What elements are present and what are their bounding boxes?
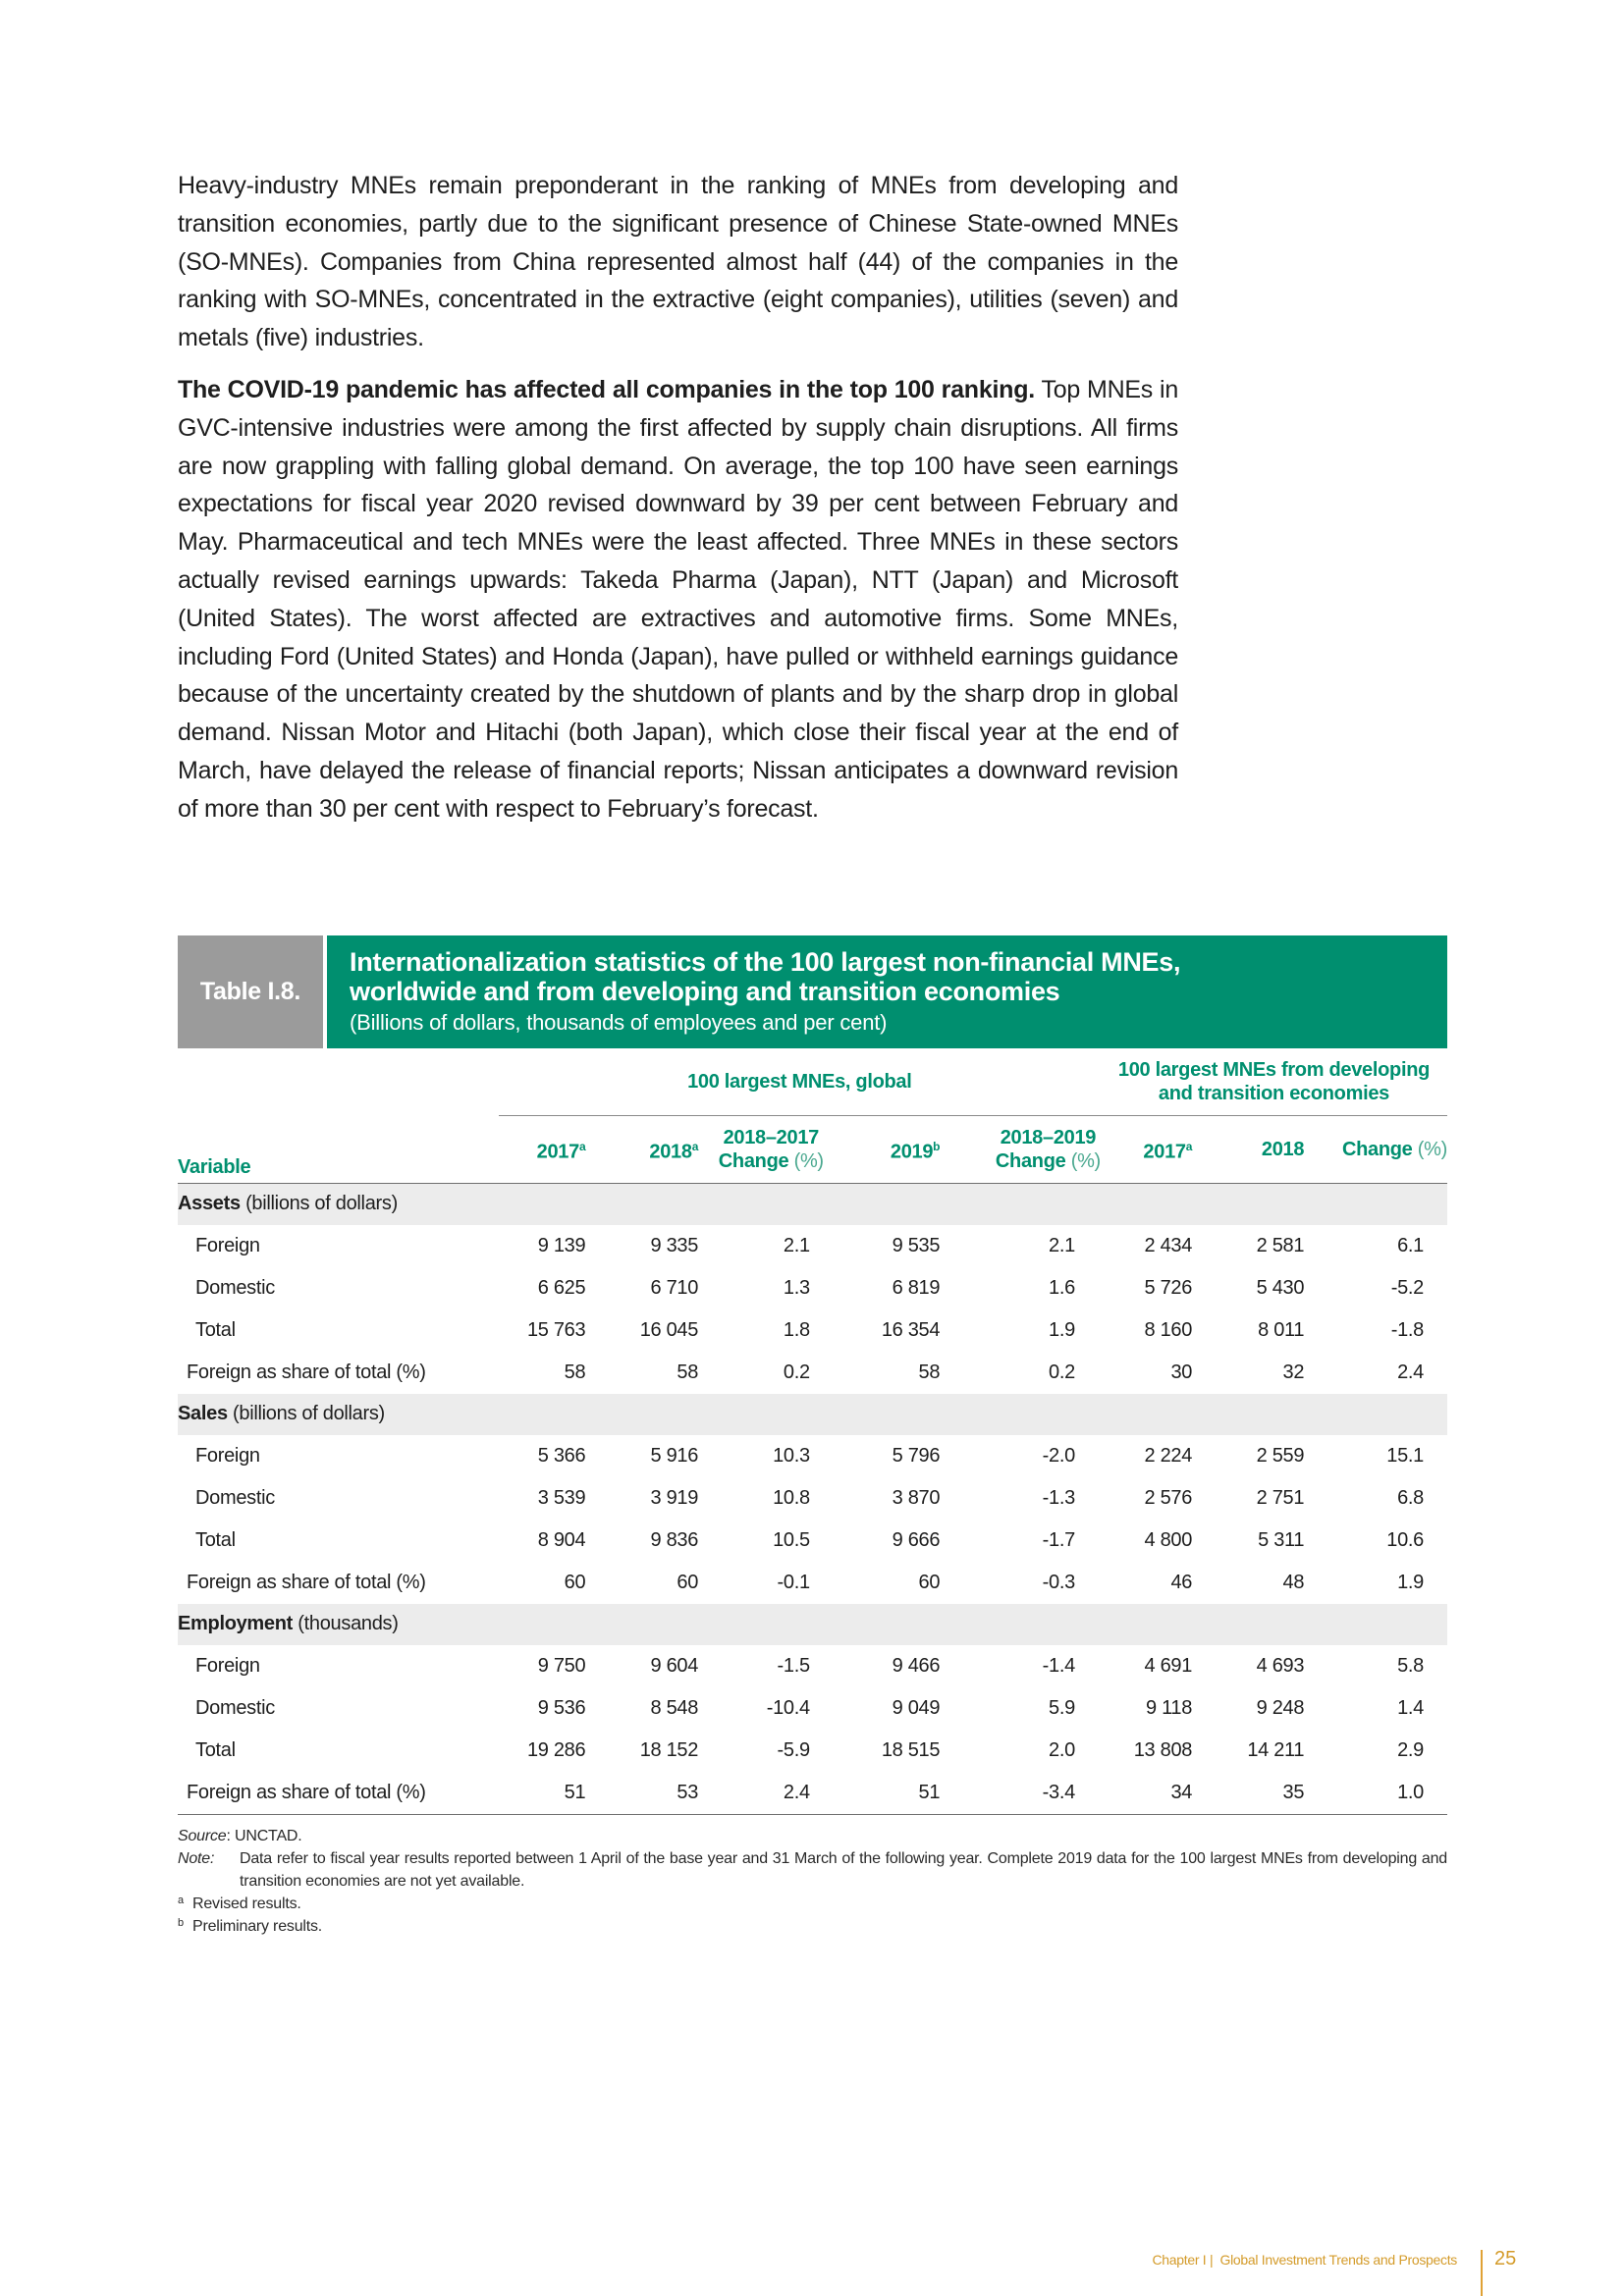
table-cell: -2.0 xyxy=(1042,1444,1075,1467)
group-global-header: 100 largest MNEs, global xyxy=(499,1048,1101,1116)
table-cell: -1.3 xyxy=(1042,1486,1075,1509)
table-cell: 2 224 xyxy=(1144,1444,1193,1467)
table-cell: 18 152 xyxy=(639,1738,699,1761)
col-2019: 2019$^b$ xyxy=(824,1116,940,1184)
table-cell: 1.6 xyxy=(1049,1276,1075,1299)
table-cell: 51 xyxy=(499,1772,586,1815)
table-cell: 1.4 xyxy=(1397,1696,1424,1719)
section-unit: (billions of dollars) xyxy=(245,1193,398,1214)
table-cell: 58 xyxy=(918,1361,941,1383)
paragraph-1: Heavy-industry MNEs remain preponderant in the ranking of MNEs from developing and transition economies, partly due to the significant presence of Chinese State-owned MNEs (SO-MNEs). Companies from China represented almost half (44) of the companies in the ranking with SO-MNEs, concentrated in the extractive (eight companies), utilities (seven) and metals (five) industries. xyxy=(178,172,1178,352)
table-cell: -5.9 xyxy=(777,1738,810,1761)
row-label: Foreign xyxy=(195,1654,260,1677)
table-row xyxy=(178,1309,1447,1352)
row-label: Total xyxy=(195,1738,236,1761)
paragraph-2-body: Top MNEs in GVC-intensive industries were among the first affected by supply chain disruptions. All firms are now grappling with falling global demand. On average, the top 100 have seen earnings expectations for fiscal year 2020 revised downward by 39 per cent between February and May. Pharmaceutical and tech MNEs were the least affected. Three MNEs in these sectors actually revised earnings upwards: Takeda Pharma (Japan), NTT (Japan) and Microsoft (United States). The worst affected are extractives and automotive firms. Some MNEs, including Ford (United States) and Honda (Japan), have pulled or withheld earnings guidance because of the uncertainty created by the shutdown of plants and by the sharp drop in global demand. Nissan Motor and Hitachi (both Japan), which close their fiscal year at the end of March, have delayed the release of financial reports; Nissan anticipates a downward revision of more than 30 per cent with respect to February’s forecast. xyxy=(178,375,1178,823)
table-cell: 2 576 xyxy=(1144,1486,1193,1509)
table-body xyxy=(178,1183,1447,1814)
section-name: Assets xyxy=(178,1193,241,1214)
table-cell: 9 750 xyxy=(537,1654,586,1677)
table-cell: 2 581 xyxy=(1256,1234,1305,1256)
table-cell: 3 919 xyxy=(650,1486,699,1509)
table-cell: 2.4 xyxy=(698,1772,824,1815)
section-unit: (thousands) xyxy=(298,1613,399,1634)
table-cell: 9 536 xyxy=(537,1696,586,1719)
table-cell: 2.1 xyxy=(783,1234,810,1256)
column-header-row xyxy=(178,1116,1447,1184)
row-label: Domestic xyxy=(195,1486,275,1509)
table-cell: 1.3 xyxy=(783,1276,810,1299)
row-label: Foreign xyxy=(195,1444,260,1467)
table-cell: 48 xyxy=(1282,1571,1305,1593)
page-footer xyxy=(1080,2250,1522,2296)
group-header-row xyxy=(178,1048,1447,1116)
table-cell: 1.9 xyxy=(1397,1571,1424,1593)
table-note: Note: Data refer to fiscal year results reported between 1 April of the base year and 31 March of the following year. Complete 2019 data for the 100 largest MNEs from developing and transition economies are not yet available. xyxy=(178,1849,1447,1890)
col-dev-2018: 2018 xyxy=(1192,1116,1304,1184)
table-block xyxy=(178,935,1447,1938)
table-cell: 58 xyxy=(677,1361,699,1383)
row-label: Foreign xyxy=(195,1234,260,1256)
footnotes xyxy=(178,1825,1447,1938)
footer-chapter: Chapter I | Global Investment Trends and Prospects xyxy=(1152,2252,1457,2268)
table-cell: 60 xyxy=(918,1571,941,1593)
body-text xyxy=(178,167,1178,842)
section-unit: (billions of dollars) xyxy=(233,1403,385,1424)
table-cell: 8 904 xyxy=(537,1528,586,1551)
table-subtitle: (Billions of dollars, thousands of employees and per cent) xyxy=(350,1010,888,1035)
table-cell: 9 118 xyxy=(1146,1696,1193,1719)
table-cell: 5 311 xyxy=(1258,1528,1305,1551)
table-cell: 5 366 xyxy=(537,1444,586,1467)
table-row xyxy=(178,1477,1447,1520)
section-name: Sales xyxy=(178,1403,228,1424)
table-row xyxy=(178,1645,1447,1687)
paragraph-2 xyxy=(178,371,1178,828)
table-cell: -1.7 xyxy=(1042,1528,1075,1551)
table-cell: 18 515 xyxy=(881,1738,941,1761)
table-cell: 6 625 xyxy=(537,1276,586,1299)
table-cell: 9 836 xyxy=(650,1528,699,1551)
group-developing-header: 100 largest MNEs from developing and transition economies xyxy=(1101,1048,1447,1116)
table-cell: 6 819 xyxy=(892,1276,941,1299)
col-change-2018-2019: 2018–2019 Change (%) xyxy=(940,1116,1101,1184)
table-cell: 1.8 xyxy=(783,1318,810,1341)
row-label: Total xyxy=(195,1528,236,1551)
table-cell: 9 535 xyxy=(892,1234,941,1256)
table-header xyxy=(178,935,1447,1048)
table-cell: 10.8 xyxy=(773,1486,810,1509)
table-row xyxy=(178,1520,1447,1562)
table-cell: 9 049 xyxy=(892,1696,941,1719)
table-cell: 1.0 xyxy=(1304,1772,1447,1815)
table-cell: 9 139 xyxy=(537,1234,586,1256)
row-label: Domestic xyxy=(195,1276,275,1299)
table-cell: 15.1 xyxy=(1386,1444,1424,1467)
page-number: 25 xyxy=(1494,2248,1517,2269)
table-cell: 3 539 xyxy=(537,1486,586,1509)
table-cell: -0.3 xyxy=(1042,1571,1075,1593)
table-cell: -5.2 xyxy=(1390,1276,1424,1299)
table-cell: 10.5 xyxy=(773,1528,810,1551)
col-dev-change: Change (%) xyxy=(1304,1116,1447,1184)
section-row-sales xyxy=(178,1394,1447,1435)
table-cell: 2 559 xyxy=(1256,1444,1305,1467)
col-variable: Variable xyxy=(178,1116,499,1184)
row-label: Total xyxy=(195,1318,236,1341)
table-cell: 30 xyxy=(1170,1361,1193,1383)
table-label: Table I.8. xyxy=(178,935,323,1048)
table-cell: 5 726 xyxy=(1144,1276,1193,1299)
source-note: Source: UNCTAD. xyxy=(178,1827,302,1844)
table-cell: 15 763 xyxy=(526,1318,586,1341)
table-cell: 5 430 xyxy=(1256,1276,1305,1299)
table-cell: -0.1 xyxy=(777,1571,810,1593)
footnote-b: b Preliminary results. xyxy=(178,1916,323,1935)
table-cell: 16 045 xyxy=(639,1318,699,1341)
table-cell: 5 796 xyxy=(892,1444,941,1467)
table-row xyxy=(178,1225,1447,1267)
data-table xyxy=(178,1048,1447,1815)
table-cell: 53 xyxy=(585,1772,698,1815)
table-row xyxy=(178,1687,1447,1730)
row-label: Foreign as share of total (%) xyxy=(178,1772,499,1815)
table-cell: 5.8 xyxy=(1397,1654,1424,1677)
section-name: Employment xyxy=(178,1613,294,1634)
table-cell: 46 xyxy=(1170,1571,1193,1593)
table-cell: 16 354 xyxy=(881,1318,941,1341)
table-row xyxy=(178,1730,1447,1772)
table-cell: 2.1 xyxy=(1049,1234,1075,1256)
section-row-assets xyxy=(178,1183,1447,1225)
table-cell: 4 691 xyxy=(1144,1654,1193,1677)
table-cell: 1.9 xyxy=(1049,1318,1075,1341)
table-cell: -10.4 xyxy=(766,1696,810,1719)
table-title: Internationalization statistics of the 100 largest non-financial MNEs, worldwide and from developing and transition economies xyxy=(350,947,1181,1006)
table-cell: 2.9 xyxy=(1397,1738,1424,1761)
table-cell: 9 335 xyxy=(650,1234,699,1256)
table-cell: 13 808 xyxy=(1133,1738,1193,1761)
table-cell: 9 604 xyxy=(650,1654,699,1677)
table-cell: 9 248 xyxy=(1256,1696,1305,1719)
table-cell: 60 xyxy=(677,1571,699,1593)
footer-separator xyxy=(1481,2250,1483,2296)
table-cell: 4 693 xyxy=(1256,1654,1305,1677)
paragraph-2-lead: The COVID-19 pandemic has affected all companies in the top 100 ranking. xyxy=(178,375,1035,403)
col-dev-2017: 2017$^a$ xyxy=(1101,1116,1192,1184)
table-cell: -1.4 xyxy=(1042,1654,1075,1677)
table-row xyxy=(178,1562,1447,1604)
table-cell: 8 548 xyxy=(650,1696,699,1719)
table-cell: 9 466 xyxy=(892,1654,941,1677)
table-cell: 32 xyxy=(1282,1361,1305,1383)
table-cell: 58 xyxy=(564,1361,586,1383)
table-cell: 2.4 xyxy=(1397,1361,1424,1383)
table-cell: -1.8 xyxy=(1390,1318,1424,1341)
section-row-employment xyxy=(178,1604,1447,1645)
table-cell: 19 286 xyxy=(526,1738,586,1761)
table-cell: 5 916 xyxy=(650,1444,699,1467)
table-cell: 8 160 xyxy=(1144,1318,1193,1341)
table-cell: 6.8 xyxy=(1397,1486,1424,1509)
col-2018: 2018$^a$ xyxy=(585,1116,698,1184)
table-cell: 35 xyxy=(1192,1772,1304,1815)
table-cell: 2 434 xyxy=(1144,1234,1193,1256)
table-row xyxy=(178,1772,1447,1815)
table-cell: 60 xyxy=(564,1571,586,1593)
table-cell: 10.6 xyxy=(1386,1528,1424,1551)
table-title-box xyxy=(327,935,1447,1048)
table-cell: 8 011 xyxy=(1258,1318,1305,1341)
table-cell: 6.1 xyxy=(1397,1234,1424,1256)
footnote-a: a Revised results. xyxy=(178,1894,301,1912)
table-row xyxy=(178,1267,1447,1309)
table-cell: 34 xyxy=(1101,1772,1192,1815)
table-row xyxy=(178,1435,1447,1477)
table-cell: 0.2 xyxy=(1049,1361,1075,1383)
table-cell: 5.9 xyxy=(1049,1696,1075,1719)
row-label: Foreign as share of total (%) xyxy=(187,1571,426,1593)
table-cell: -1.5 xyxy=(777,1654,810,1677)
table-cell: 9 666 xyxy=(892,1528,941,1551)
table-cell: 10.3 xyxy=(773,1444,810,1467)
table-cell: 6 710 xyxy=(650,1276,699,1299)
table-cell: 2.0 xyxy=(1049,1738,1075,1761)
col-2017: 2017$^a$ xyxy=(499,1116,586,1184)
table-cell: 3 870 xyxy=(892,1486,941,1509)
col-change-2018-2017: 2018–2017 Change (%) xyxy=(698,1116,824,1184)
table-cell: 51 xyxy=(824,1772,940,1815)
table-cell: 0.2 xyxy=(783,1361,810,1383)
table-cell: 2 751 xyxy=(1256,1486,1305,1509)
table-row xyxy=(178,1352,1447,1394)
table-cell: 4 800 xyxy=(1144,1528,1193,1551)
row-label: Foreign as share of total (%) xyxy=(187,1361,426,1383)
table-cell: -3.4 xyxy=(940,1772,1101,1815)
row-label: Domestic xyxy=(195,1696,275,1719)
table-cell: 14 211 xyxy=(1247,1738,1305,1761)
